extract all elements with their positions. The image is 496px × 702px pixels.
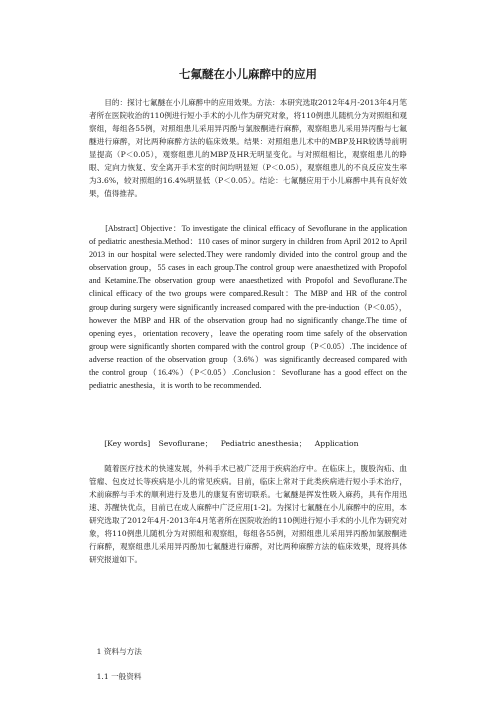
keywords-label: [Key words] bbox=[104, 439, 151, 448]
paper-title: 七氟醚在小儿麻醉中的应用 bbox=[179, 67, 317, 81]
abstract-chinese: 目的：探讨七氟醚在小儿麻醉中的应用效果。方法：本研究选取2012年4月-2013年4月笔者所在医院收治的110例进行短小手术的小儿作为研究对象，将110例患儿随机分为对照组和观察组，每组各55例，对照组患儿采用异丙酚与氯胺酮进行麻醉，观察组患儿采用异丙酚与七氟醚进行麻醉，对比两种麻醉方法的临床效果。结果：对照组患儿术中的MBP及HR较诱导前明显提高（P＜0.05），观察组患儿的MBP及HR无明显变化。与对照组相比，观察组患儿的睁眼、定向力恢复、安全离开手术室的时间均明显短（P＜0.05），观察组患儿的不良反应发生率为3.6%，较对照组的16.4%明显低（P＜0.05）。结论：七氟醚应用于小儿麻醉中具有良好效果，值得推荐。 bbox=[89, 98, 407, 198]
introduction-paragraph: 随着医疗技术的快速发展，外科手术已被广泛用于疾病治疗中。在临床上，腹股沟疝、血管瘤、包皮过长等疾病是小儿的常见疾病。目前，临床上常对于此类疾病进行短小手术治疗，术前麻醉与手术的顺利进行及患儿的康复有密切联系。七氟醚是挥发性吸入麻药，具有作用迅速、苏醒快优点，目前已在成人麻醉中广泛应用[1-2]。为探讨七氟醚在小儿麻醉中的应用，本研究选取了2012年4月-2013年4月笔者所在医院收治的110例进行短小手术的小儿作为研究对象，将110例患儿随机分为对照组和观察组，每组各55例，对照组患儿采用异丙酚加氯胺酮进行麻醉，观察组患儿采用异丙酚加七氟醚进行麻醉，对比两种麻醉方法的临床效果，现将具体研究报道如下。 bbox=[89, 464, 407, 564]
keyword-item: Sevoflurane； bbox=[158, 439, 213, 448]
abstract-english: [Abstract] Objective：To investigate the clinical efficacy of Sevoflurane in the application of pediatric anesthesia.Method：110 cases of minor surgery in children from April 2012 to April 2013 in our hospital were selected.They were randomly divided into the control group and the observation group，55 cases in each group.The control group were anaesthetized with Propofol and Ketamine.The observation group were anaesthetized with Propofol and Sevoflurane.The clinical efficacy of the two groups were compared.Result：The MBP and HR of the control group during surgery were significantly increased compared with the pre-induction（P＜0.05），however the MBP and HR of the observation group had no significantly change.The time of opening eyes，orientation recovery，leave the operating room time safely of the observation group were significantly shorten compared with the control group（P＜0.05）.The incidence of adverse reaction of the observation group（3.6%）was significantly decreased compared with the control group（16.4%）（P＜0.05）.Conclusion：Sevoflurane has a good effect on the pediatric anesthesia，it is worth to be recommended. bbox=[89, 224, 407, 391]
keyword-item: Application bbox=[314, 439, 359, 448]
subsection-heading: 1.1 一般资料 bbox=[96, 672, 142, 681]
keywords-line bbox=[89, 437, 365, 450]
section-heading: 1 资料与方法 bbox=[96, 647, 142, 656]
keyword-item: Pediatric anesthesia； bbox=[220, 439, 307, 448]
